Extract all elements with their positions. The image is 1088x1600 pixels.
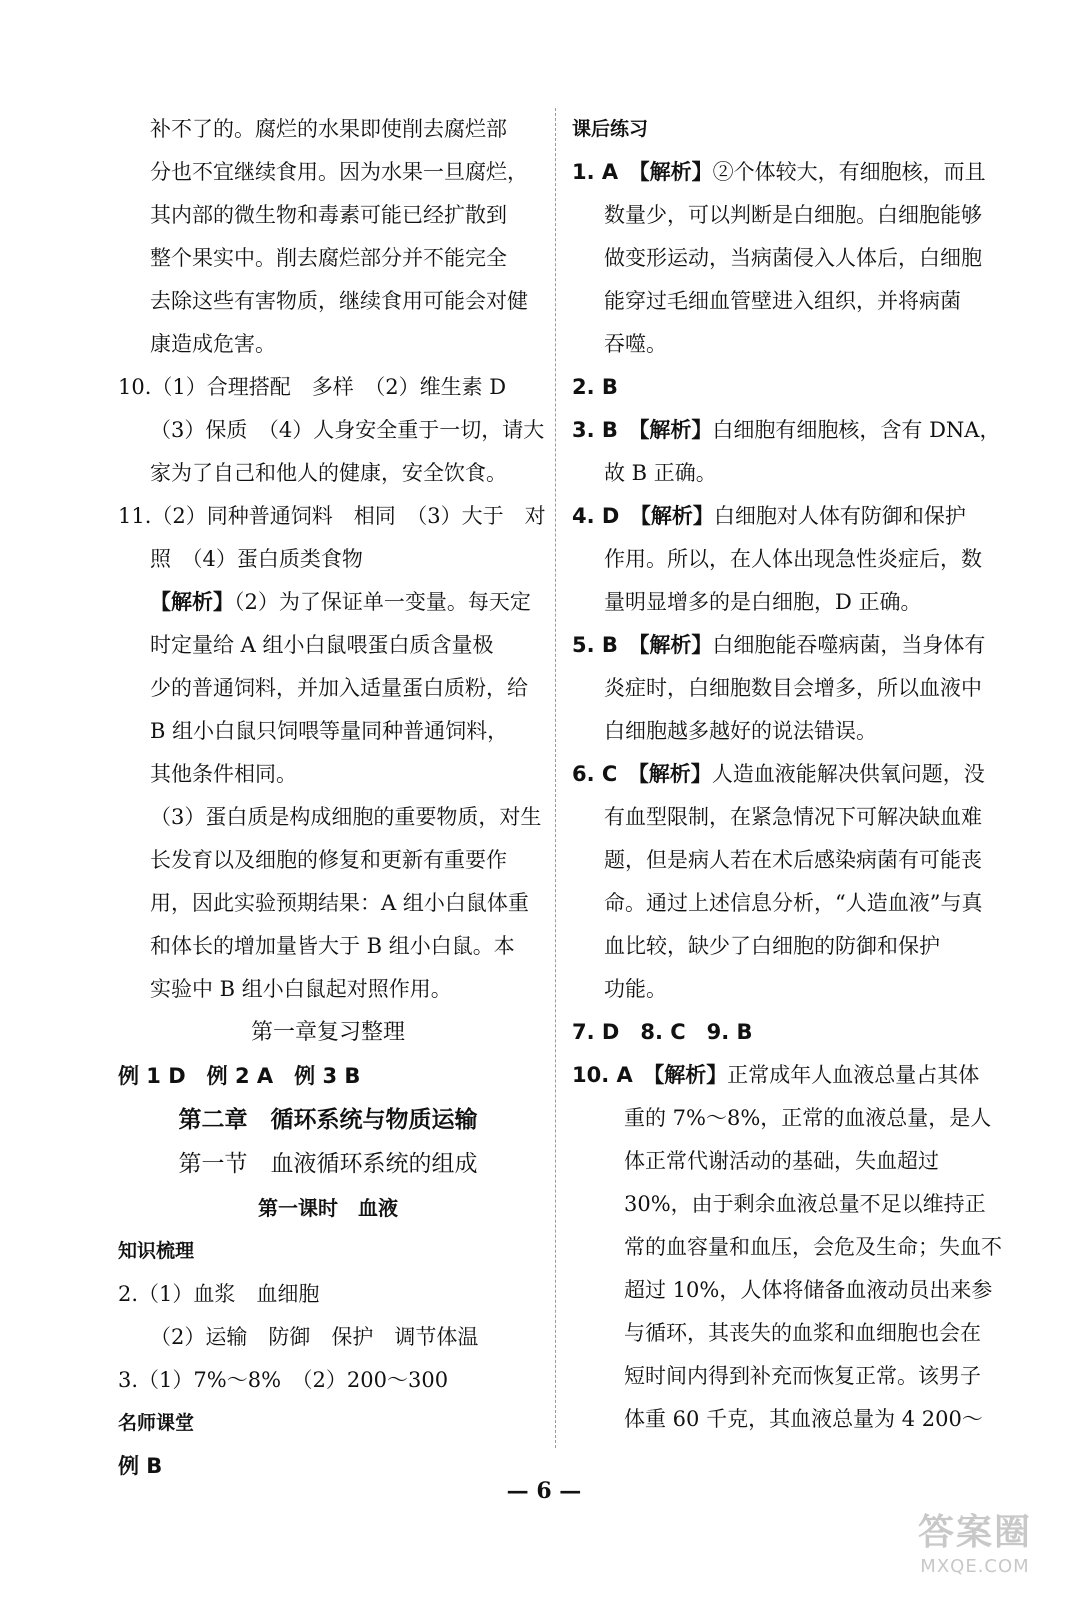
answer-2: 2.（1）血浆 血细胞 bbox=[118, 1282, 320, 1306]
answer-key: 5. B bbox=[572, 633, 618, 657]
chapter2-title: 第二章 循环系统与物质运输 bbox=[178, 1107, 478, 1133]
text-line: 补不了的。腐烂的水果即使削去腐烂部 bbox=[150, 117, 507, 141]
watermark-brand: 答案圈 bbox=[917, 1512, 1032, 1553]
analysis-tag: 【解析】 bbox=[150, 590, 234, 614]
analysis-tag: 【解析】 bbox=[639, 160, 713, 184]
answer-6 bbox=[572, 753, 1002, 796]
text-line: 去除这些有害物质，继续食用可能会对健 bbox=[150, 289, 528, 313]
text-line: 家为了自己和他人的健康，安全饮食。 bbox=[150, 461, 507, 485]
answer-key: 4. D bbox=[572, 504, 620, 528]
analysis-text: （2）为了保证单一变量。每天定 bbox=[234, 590, 531, 614]
text-line: 长发育以及细胞的修复和更新有重要作 bbox=[150, 848, 507, 872]
text-line: 体正常代谢活动的基础，失血超过 bbox=[624, 1149, 939, 1173]
text-line: 作用。所以，在人体出现急性炎症后，数 bbox=[604, 547, 982, 571]
analysis-tag: 【解析】 bbox=[638, 418, 713, 442]
text-line: 功能。 bbox=[604, 977, 667, 1001]
text-line: 实验中 B 组小白鼠起对照作用。 bbox=[150, 977, 452, 1001]
text-line: B 组小白鼠只饲喂等量同种普通饲料， bbox=[150, 719, 509, 743]
column-divider bbox=[555, 108, 556, 1448]
analysis-text: 正常成年人血液总量占其体 bbox=[727, 1063, 980, 1087]
analysis-text: 白细胞对人体有防御和保护 bbox=[713, 504, 966, 528]
text-line: 康造成危害。 bbox=[150, 332, 276, 356]
text-line: 少的普通饲料，并加入适量蛋白质粉，给 bbox=[150, 676, 528, 700]
answer-4 bbox=[572, 495, 1002, 538]
text-line: 能穿过毛细血管壁进入组织，并将病菌 bbox=[604, 289, 961, 313]
answer-2: 2. B bbox=[572, 375, 618, 399]
text-line: （3）保质 （4）人身安全重于一切，请大 bbox=[150, 418, 545, 442]
analysis-text: 人造血液能解决供氧问题，没 bbox=[711, 762, 985, 786]
answer-1 bbox=[572, 151, 1002, 194]
text-line: 白细胞越多越好的说法错误。 bbox=[604, 719, 877, 743]
watermark-logo bbox=[880, 1510, 1070, 1590]
answer-5 bbox=[572, 624, 1002, 667]
answer-3 bbox=[572, 409, 1002, 452]
text-line: 数量少，可以判断是白细胞。白细胞能够 bbox=[604, 203, 982, 227]
chapter1-review-heading: 第一章复习整理 bbox=[250, 1020, 405, 1045]
text-line: 整个果实中。削去腐烂部分并不能完全 bbox=[150, 246, 507, 270]
text-line: 短时间内得到补充而恢复正常。该男子 bbox=[624, 1364, 981, 1388]
text-line: 其他条件相同。 bbox=[150, 762, 297, 786]
text-line: 和体长的增加量皆大于 B 组小白鼠。本 bbox=[150, 934, 515, 958]
analysis-tag: 【解析】 bbox=[653, 1063, 728, 1087]
analysis-text: 白细胞有细胞核，含有 DNA， bbox=[712, 418, 1001, 442]
text-line: 分也不宜继续食用。因为水果一旦腐烂， bbox=[150, 160, 528, 184]
left-column bbox=[118, 108, 546, 1488]
text-line: 炎症时，白细胞数目会增多，所以血液中 bbox=[604, 676, 982, 700]
text-line: 时定量给 A 组小白鼠喂蛋白质含量极 bbox=[150, 633, 494, 657]
answer-key: 6. C bbox=[572, 762, 618, 786]
answer-11: 11.（2）同种普通饲料 相同 （3）大于 对 bbox=[118, 504, 546, 528]
exercise-heading: 课后练习 bbox=[572, 118, 649, 140]
text-line: 做变形运动，当病菌侵入人体后，白细胞 bbox=[604, 246, 982, 270]
analysis-text: ②个体较大，有细胞核，而且 bbox=[712, 160, 986, 184]
analysis-tag: 【解析】 bbox=[640, 504, 714, 528]
answer-key: 1. A bbox=[572, 160, 619, 184]
text-line: 吞噬。 bbox=[604, 332, 667, 356]
text-line: 量明显增多的是白细胞，D 正确。 bbox=[604, 590, 922, 614]
text-line: 命。通过上述信息分析，“人造血液”与真 bbox=[604, 891, 983, 915]
text-line: 题，但是病人若在术后感染病菌有可能丧 bbox=[604, 848, 982, 872]
text-line: 重的 7%～8%，正常的血液总量，是人 bbox=[624, 1106, 992, 1130]
section1-title: 第一节 血液循环系统的组成 bbox=[178, 1151, 478, 1177]
watermark-domain: MXQE.COM bbox=[920, 1556, 1030, 1577]
right-column bbox=[572, 108, 1002, 1441]
lesson-title: 第一课时 血液 bbox=[258, 1196, 398, 1220]
analysis-text: 白细胞能吞噬病菌，当身体有 bbox=[712, 633, 986, 657]
text-line: （2）运输 防御 保护 调节体温 bbox=[150, 1325, 479, 1349]
examples-line: 例 1 D 例 2 A 例 3 B bbox=[118, 1064, 361, 1088]
text-line: 用，因此实验预期结果：A 组小白鼠体重 bbox=[150, 891, 529, 915]
classroom-heading: 名师课堂 bbox=[118, 1412, 195, 1434]
example-answer: 例 B bbox=[118, 1454, 163, 1478]
analysis-tag: 【解析】 bbox=[638, 762, 712, 786]
answer-10: 10.（1）合理搭配 多样 （2）维生素 D bbox=[118, 375, 507, 399]
answer-key: 10. A bbox=[572, 1063, 633, 1087]
text-line: 故 B 正确。 bbox=[604, 461, 717, 485]
answer-10 bbox=[572, 1054, 1002, 1097]
knowledge-heading: 知识梳理 bbox=[118, 1240, 195, 1262]
text-line: 超过 10%，人体将储备血液动员出来参 bbox=[624, 1278, 993, 1302]
text-line: 照 （4）蛋白质类食物 bbox=[150, 547, 363, 571]
text-line: 其内部的微生物和毒素可能已经扩散到 bbox=[150, 203, 507, 227]
text-line: 体重 60 千克，其血液总量为 4 200～ bbox=[624, 1407, 983, 1431]
answer-3: 3.（1）7%～8% （2）200～300 bbox=[118, 1368, 449, 1392]
text-line: 有血型限制，在紧急情况下可解决缺血难 bbox=[604, 805, 982, 829]
text-line: 常的血容量和血压，会危及生命；失血不 bbox=[624, 1235, 1002, 1259]
answer-key: 3. B bbox=[572, 418, 618, 442]
text-line: （3）蛋白质是构成细胞的重要物质，对生 bbox=[150, 805, 542, 829]
analysis-line bbox=[118, 581, 538, 624]
page-number: — 6 — bbox=[506, 1478, 582, 1504]
text-line: 血比较，缺少了白细胞的防御和保护 bbox=[604, 934, 940, 958]
text-line: 与循环，其丧失的血浆和血细胞也会在 bbox=[624, 1321, 981, 1345]
answers-7-9: 7. D 8. C 9. B bbox=[572, 1020, 753, 1044]
text-line: 30%，由于剩余血液总量不足以维持正 bbox=[624, 1192, 986, 1216]
analysis-tag: 【解析】 bbox=[638, 633, 713, 657]
